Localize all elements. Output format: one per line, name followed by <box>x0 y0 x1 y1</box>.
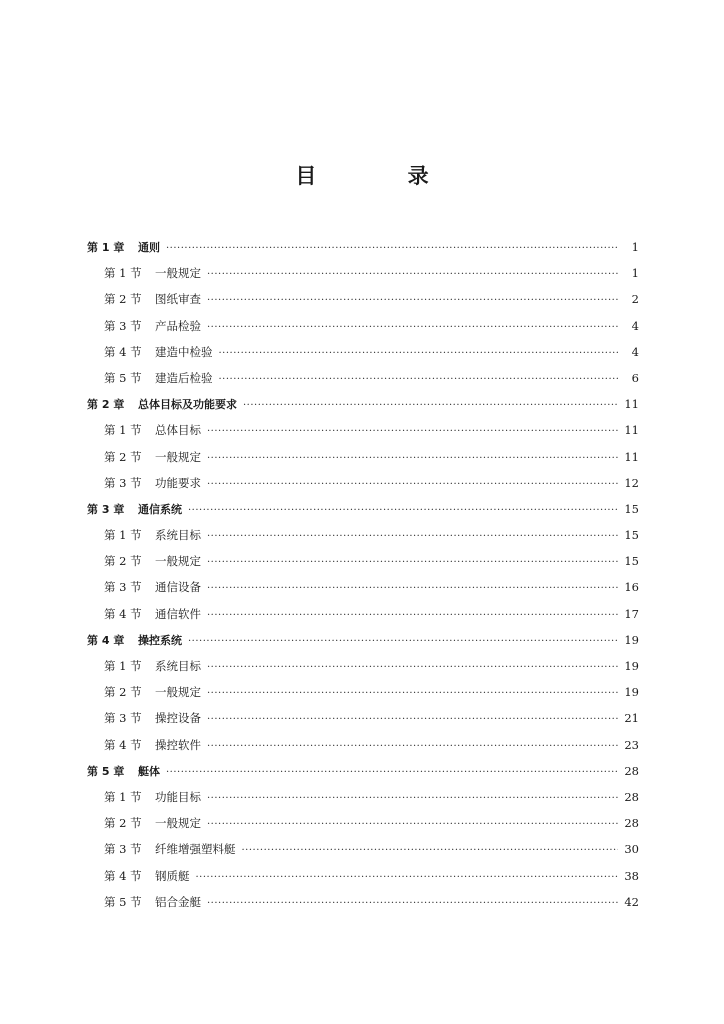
page-number: 16 <box>624 580 639 595</box>
section-number: 第 4 节 <box>104 868 142 883</box>
table-of-contents <box>87 234 639 915</box>
dot-leader <box>242 838 619 864</box>
section-title: 铝合金艇 <box>155 894 201 909</box>
dot-leader <box>166 760 618 786</box>
page-number: 1 <box>631 240 639 254</box>
dot-leader <box>207 315 619 341</box>
section-title: 产品检验 <box>155 318 201 333</box>
dot-leader <box>207 262 619 288</box>
section-number: 第 1 节 <box>104 266 142 281</box>
toc-section-entry[interactable] <box>87 417 639 443</box>
section-number: 第 1 节 <box>104 789 142 804</box>
dot-leader <box>166 236 619 262</box>
dot-leader <box>207 446 618 472</box>
dot-leader <box>219 341 620 367</box>
section-number: 第 1 节 <box>104 659 142 673</box>
section-title: 系统目标 <box>155 528 201 543</box>
dot-leader <box>196 865 619 891</box>
chapter-title: 总体目标及功能要求 <box>138 398 237 412</box>
page-number: 28 <box>624 789 639 804</box>
section-number: 第 1 节 <box>104 528 142 543</box>
section-title: 一般规定 <box>155 554 201 569</box>
dot-leader <box>207 891 618 917</box>
toc-section-entry[interactable] <box>87 260 639 286</box>
section-title: 一般规定 <box>155 266 201 281</box>
toc-section-entry[interactable] <box>87 601 639 627</box>
toc-section-entry[interactable] <box>87 784 639 810</box>
section-number: 第 2 节 <box>104 816 142 831</box>
page-number: 19 <box>624 659 639 673</box>
toc-section-entry[interactable] <box>87 653 639 679</box>
section-number: 第 2 节 <box>104 685 142 700</box>
toc-section-entry[interactable] <box>87 522 639 548</box>
page-number: 15 <box>624 554 639 569</box>
section-title: 建造后检验 <box>155 370 213 385</box>
page-number: 11 <box>624 423 639 438</box>
section-title: 建造中检验 <box>155 344 213 359</box>
section-number: 第 4 节 <box>104 344 142 359</box>
dot-leader <box>207 707 618 733</box>
dot-leader <box>188 629 618 655</box>
page-number: 30 <box>624 842 639 857</box>
section-number: 第 3 节 <box>104 318 142 333</box>
toc-section-entry[interactable] <box>87 339 639 365</box>
chapter-title: 通则 <box>138 241 160 254</box>
toc-section-entry[interactable] <box>87 836 639 862</box>
dot-leader <box>243 393 618 419</box>
section-number: 第 1 节 <box>104 423 142 438</box>
dot-leader <box>207 734 618 760</box>
toc-chapter-entry[interactable] <box>87 391 639 417</box>
page-number: 28 <box>624 763 639 778</box>
section-number: 第 5 节 <box>104 894 142 909</box>
page-number: 4 <box>631 318 639 333</box>
dot-leader <box>219 367 620 393</box>
toc-chapter-entry[interactable] <box>87 758 639 784</box>
page-number: 19 <box>624 632 639 647</box>
dot-leader <box>207 576 618 602</box>
chapter-number: 第 2 章 <box>87 398 125 412</box>
section-number: 第 3 节 <box>104 842 142 857</box>
toc-section-entry[interactable] <box>87 574 639 600</box>
page-number: 6 <box>631 370 639 385</box>
section-title: 操控软件 <box>155 737 201 752</box>
section-title: 一般规定 <box>155 816 201 831</box>
page-number: 15 <box>624 501 639 516</box>
page-number: 1 <box>631 266 639 281</box>
dot-leader <box>207 419 618 445</box>
section-title: 一般规定 <box>155 685 201 700</box>
chapter-number: 第 4 章 <box>87 633 125 647</box>
toc-section-entry[interactable] <box>87 365 639 391</box>
section-title: 操控设备 <box>155 711 201 726</box>
page-number: 21 <box>624 711 639 726</box>
section-number: 第 4 节 <box>104 737 142 752</box>
page-number: 42 <box>624 894 639 909</box>
dot-leader <box>207 472 618 498</box>
toc-section-entry[interactable] <box>87 313 639 339</box>
toc-chapter-entry[interactable] <box>87 627 639 653</box>
page-number: 17 <box>624 606 639 621</box>
page-number: 11 <box>624 397 639 412</box>
toc-section-entry[interactable] <box>87 679 639 705</box>
page-title: 目 录 <box>295 164 471 188</box>
page-number: 2 <box>631 292 639 307</box>
section-title: 一般规定 <box>155 449 201 464</box>
section-number: 第 5 节 <box>104 370 142 385</box>
chapter-title: 通信系统 <box>138 502 182 516</box>
chapter-number: 第 1 章 <box>87 241 125 254</box>
toc-section-entry[interactable] <box>87 470 639 496</box>
page-number: 28 <box>624 816 639 831</box>
page-number: 12 <box>624 475 639 490</box>
section-number: 第 2 节 <box>104 449 142 464</box>
dot-leader <box>207 550 618 576</box>
section-number: 第 4 节 <box>104 606 142 621</box>
page-number: 38 <box>624 868 639 883</box>
section-title: 通信软件 <box>155 606 201 621</box>
section-title: 总体目标 <box>155 423 201 438</box>
dot-leader <box>207 812 618 838</box>
section-title: 钢质艇 <box>155 868 190 883</box>
dot-leader <box>207 655 618 681</box>
page-number: 23 <box>624 737 639 752</box>
dot-leader <box>207 524 618 550</box>
section-title: 图纸审查 <box>155 292 201 307</box>
section-number: 第 3 节 <box>104 580 142 595</box>
dot-leader <box>207 786 618 812</box>
page-number: 19 <box>624 685 639 700</box>
section-title: 功能要求 <box>155 475 201 490</box>
page-number: 11 <box>624 449 639 464</box>
toc-section-entry[interactable] <box>87 732 639 758</box>
chapter-title: 艇体 <box>138 764 160 778</box>
chapter-title: 操控系统 <box>138 633 182 647</box>
toc-section-entry[interactable] <box>87 810 639 836</box>
toc-section-entry[interactable] <box>87 444 639 470</box>
dot-leader <box>207 681 618 707</box>
chapter-number: 第 5 章 <box>87 764 125 778</box>
section-title: 系统目标 <box>155 659 201 673</box>
section-title: 通信设备 <box>155 580 201 595</box>
section-number: 第 3 节 <box>104 475 142 490</box>
section-number: 第 2 节 <box>104 554 142 569</box>
toc-section-entry[interactable] <box>87 863 639 889</box>
toc-section-entry[interactable] <box>87 889 639 915</box>
page-number: 15 <box>624 528 639 543</box>
dot-leader <box>207 603 618 629</box>
page-number: 4 <box>631 344 639 359</box>
section-title: 功能目标 <box>155 789 201 804</box>
dot-leader <box>188 498 618 524</box>
toc-chapter-entry[interactable] <box>87 496 639 522</box>
dot-leader <box>207 288 619 314</box>
toc-section-entry[interactable] <box>87 548 639 574</box>
toc-section-entry[interactable] <box>87 705 639 731</box>
toc-section-entry[interactable] <box>87 286 639 312</box>
toc-chapter-entry[interactable] <box>87 234 639 260</box>
section-title: 纤维增强塑料艇 <box>155 842 236 857</box>
section-number: 第 3 节 <box>104 711 142 726</box>
section-number: 第 2 节 <box>104 292 142 307</box>
chapter-number: 第 3 章 <box>87 502 125 516</box>
